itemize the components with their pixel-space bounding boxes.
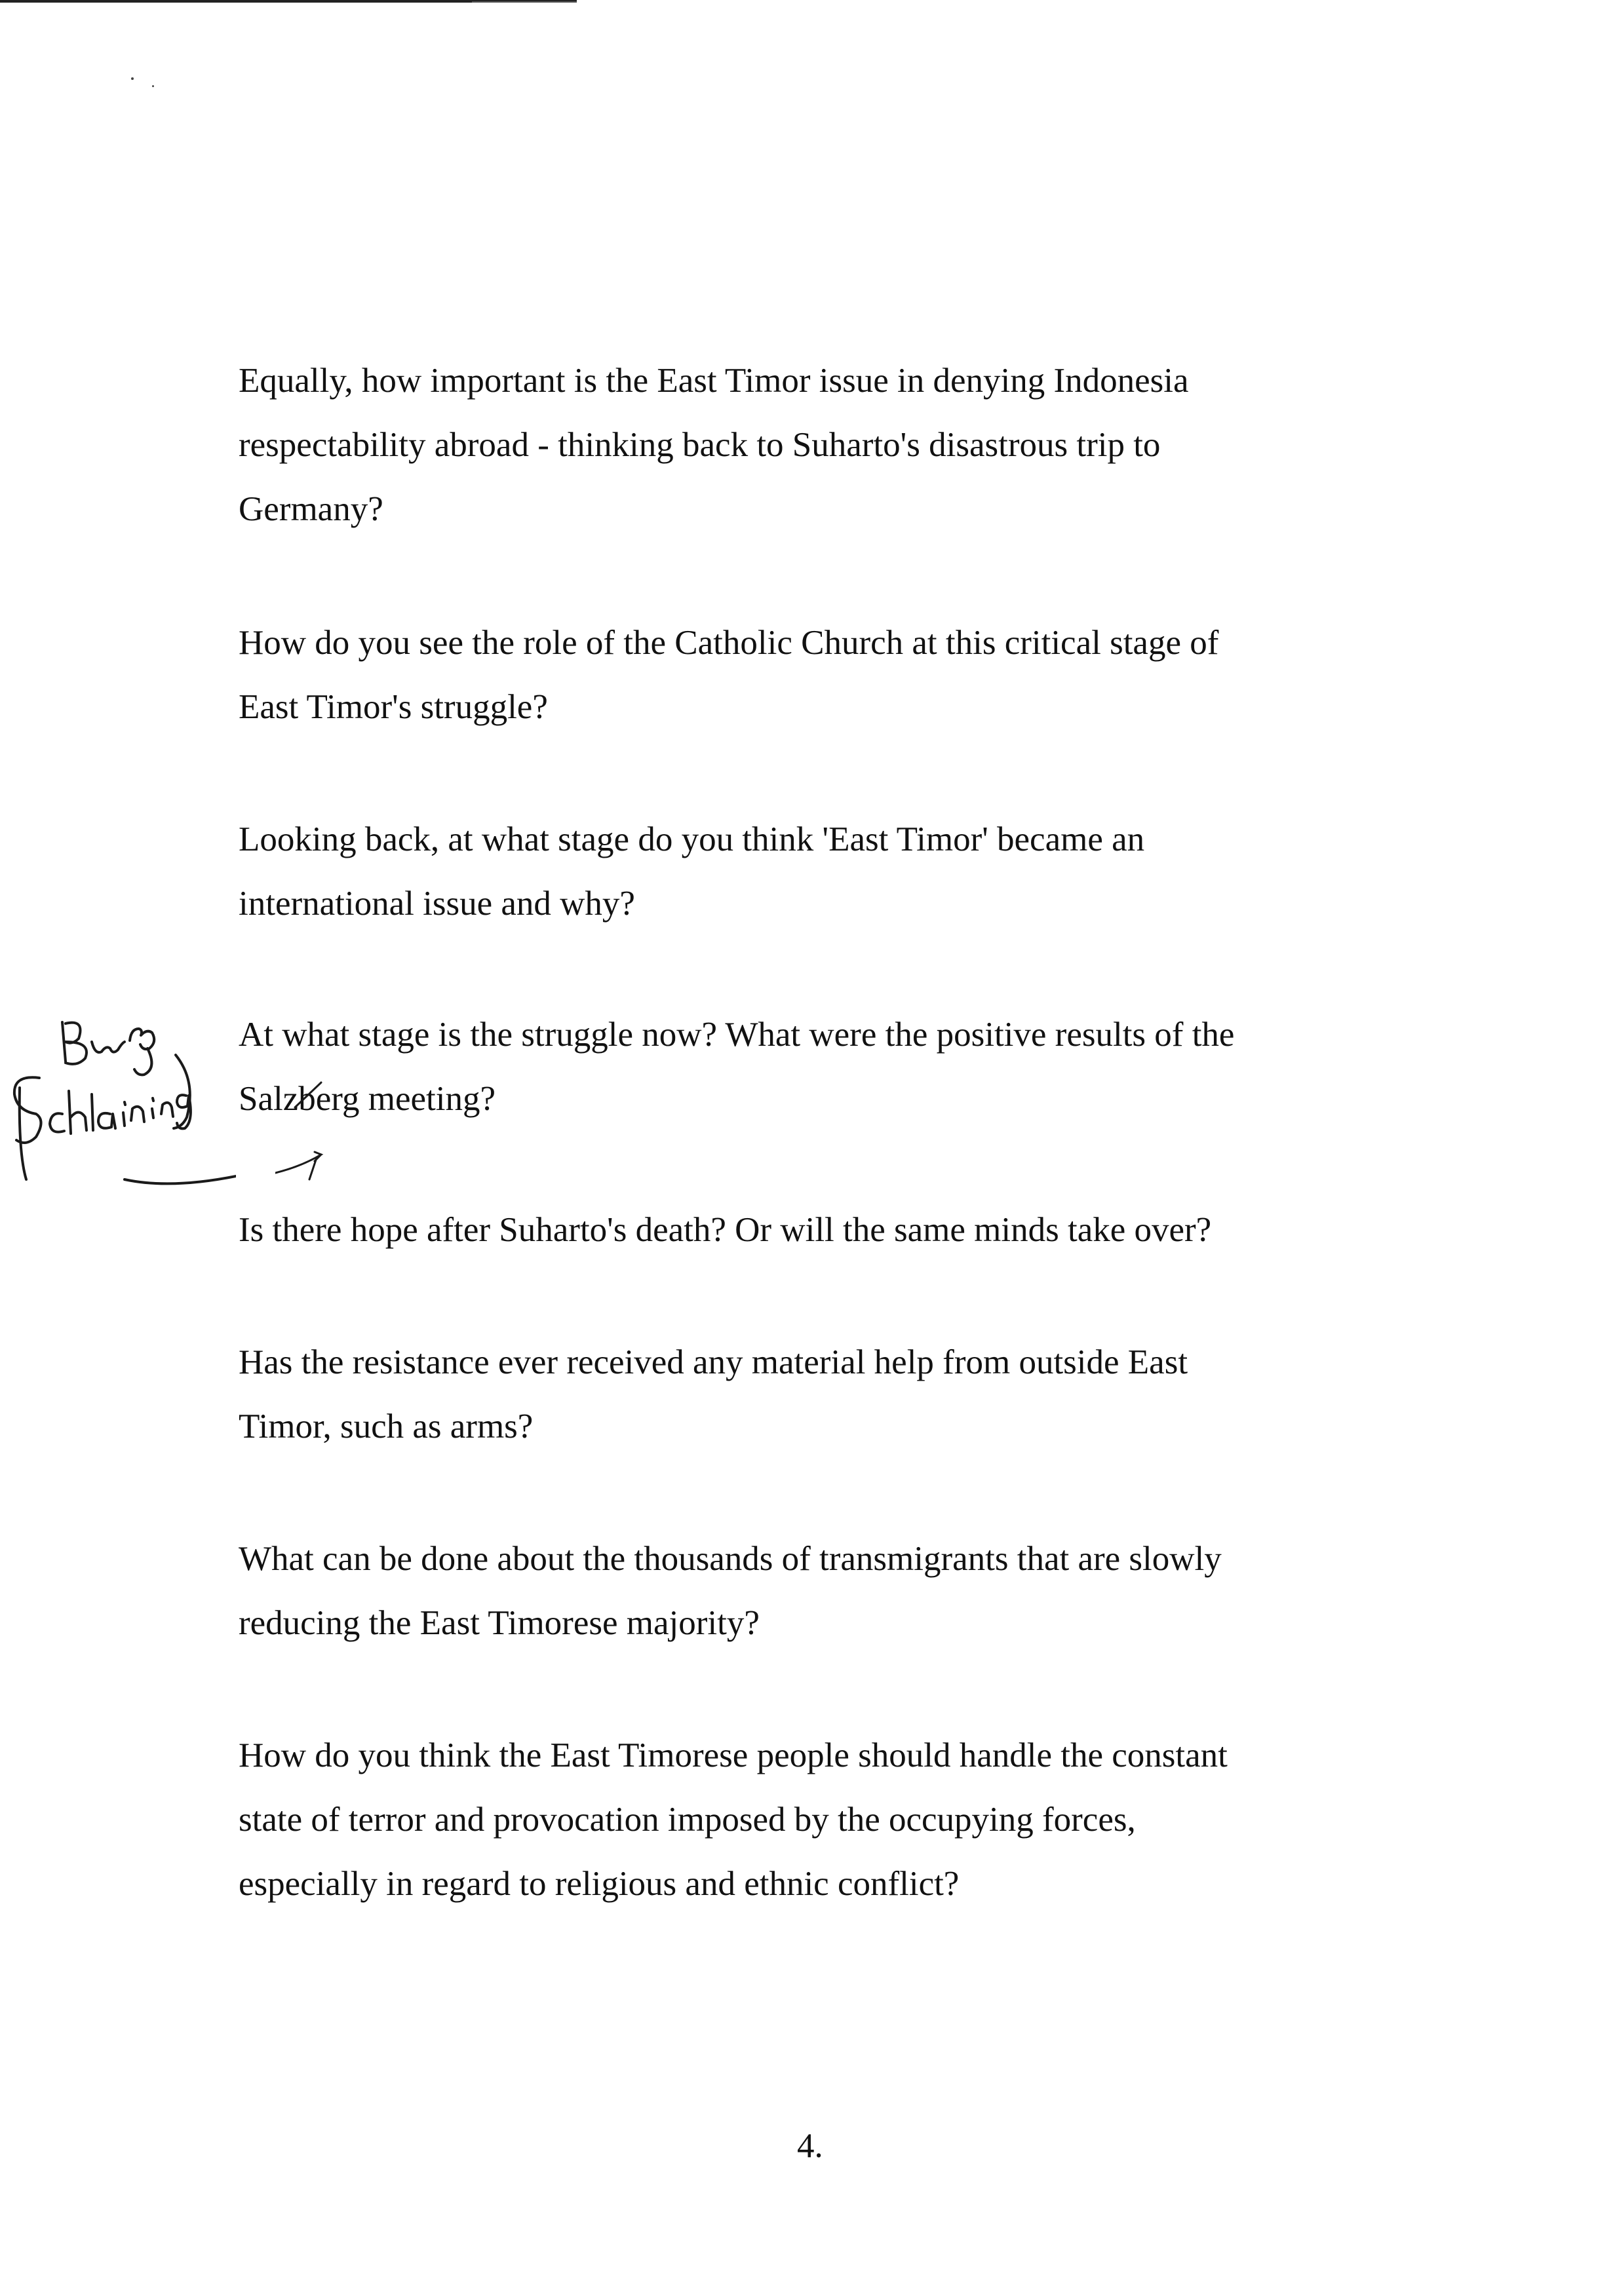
top-edge-rule-fragment	[472, 1, 577, 3]
question-5: Is there hope after Suharto's death? Or will the same minds take over?	[239, 1211, 1212, 1249]
scan-speck	[152, 85, 154, 87]
handwritten-margin-annotation	[0, 983, 236, 1193]
page-number: 4.	[797, 2127, 823, 2165]
question-6: Has the resistance ever received any material help from outside East Timor, such as arms?	[239, 1343, 1188, 1445]
scan-speck	[131, 77, 134, 80]
handwritten-correction-mark	[275, 1075, 354, 1206]
question-1: Equally, how important is the East Timor issue in denying Indonesia respectability abroad - thinking back to Suharto's disastrous trip to Germany?	[239, 362, 1189, 528]
question-3: Looking back, at what stage do you think 'East Timor' became an international issue and why?	[239, 820, 1145, 923]
question-2: How do you see the role of the Catholic Church at this critical stage of East Timor's struggle?	[239, 624, 1219, 726]
question-4: At what stage is the struggle now? What were the positive results of the Salzberg meeting?	[239, 1016, 1235, 1118]
question-8: How do you think the East Timorese people should handle the constant state of terror and provocation imposed by the occupying forces, especially in regard to religious and ethnic conflict?	[239, 1736, 1228, 1903]
question-7: What can be done about the thousands of transmigrants that are slowly reducing the East Timorese majority?	[239, 1540, 1222, 1642]
handwriting-drawing	[0, 983, 236, 1193]
correction-drawing	[275, 1075, 354, 1206]
